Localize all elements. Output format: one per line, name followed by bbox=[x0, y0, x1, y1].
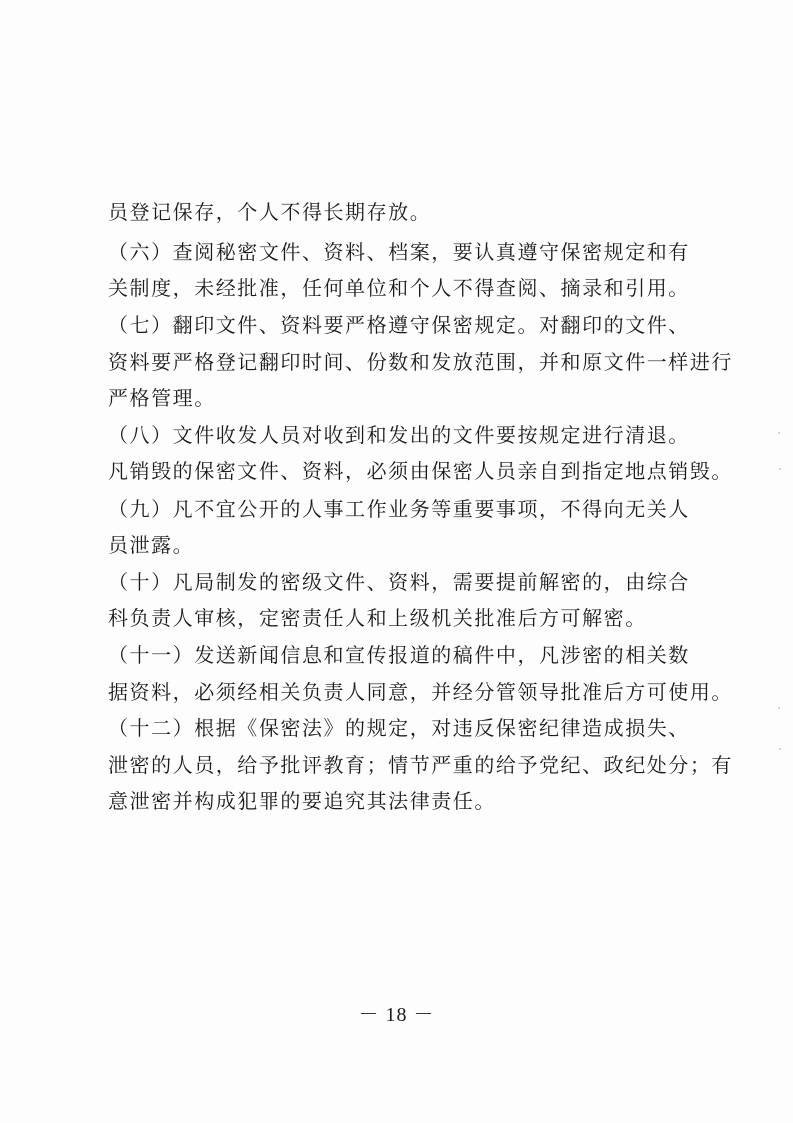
body-text-line: （十二）根据《保密法》的规定，对违反保密纪律造成损失、 bbox=[108, 716, 690, 740]
body-text-line: （六）查阅秘密文件、资料、档案，要认真遵守保密规定和有 bbox=[108, 240, 690, 264]
body-text-line: 据资料，必须经相关负责人同意，并经分管领导批准后方可使用。 bbox=[108, 680, 733, 704]
body-text-line: 凡销毁的保密文件、资料，必须由保密人员亲自到指定地点销毁。 bbox=[108, 459, 733, 483]
body-text-line: 资料要严格登记翻印时间、份数和发放范围，并和原文件一样进行 bbox=[108, 350, 733, 374]
scan-speck bbox=[778, 432, 780, 434]
body-text-line: 员登记保存，个人不得长期存放。 bbox=[108, 200, 432, 224]
body-text-line: 关制度，未经批准，任何单位和个人不得查阅、摘录和引用。 bbox=[108, 276, 690, 300]
body-text-line: （十一）发送新闻信息和宣传报道的稿件中，凡涉密的相关数 bbox=[108, 643, 690, 667]
body-text-line: （七）翻印文件、资料要严格遵守保密规定。对翻印的文件、 bbox=[108, 313, 690, 337]
body-text-line: （八）文件收发人员对收到和发出的文件要按规定进行清退。 bbox=[108, 423, 690, 447]
scan-speck bbox=[778, 707, 780, 709]
scan-speck bbox=[779, 468, 781, 470]
body-text-line: 员泄露。 bbox=[108, 533, 195, 557]
scan-speck bbox=[779, 748, 781, 750]
body-text-line: （十）凡局制发的密级文件、资料，需要提前解密的，由综合 bbox=[108, 570, 690, 594]
body-text-line: （九）凡不宜公开的人事工作业务等重要事项，不得向无关人 bbox=[108, 497, 690, 521]
body-text-line: 科负责人审核，定密责任人和上级机关批准后方可解密。 bbox=[108, 606, 647, 630]
body-text-line: 意泄密并构成犯罪的要追究其法律责任。 bbox=[108, 789, 496, 813]
body-text-line: 严格管理。 bbox=[108, 386, 216, 410]
page-number: － 18 － bbox=[358, 1004, 435, 1026]
body-text-line: 泄密的人员，给予批评教育；情节严重的给予党纪、政纪处分；有 bbox=[108, 753, 733, 777]
